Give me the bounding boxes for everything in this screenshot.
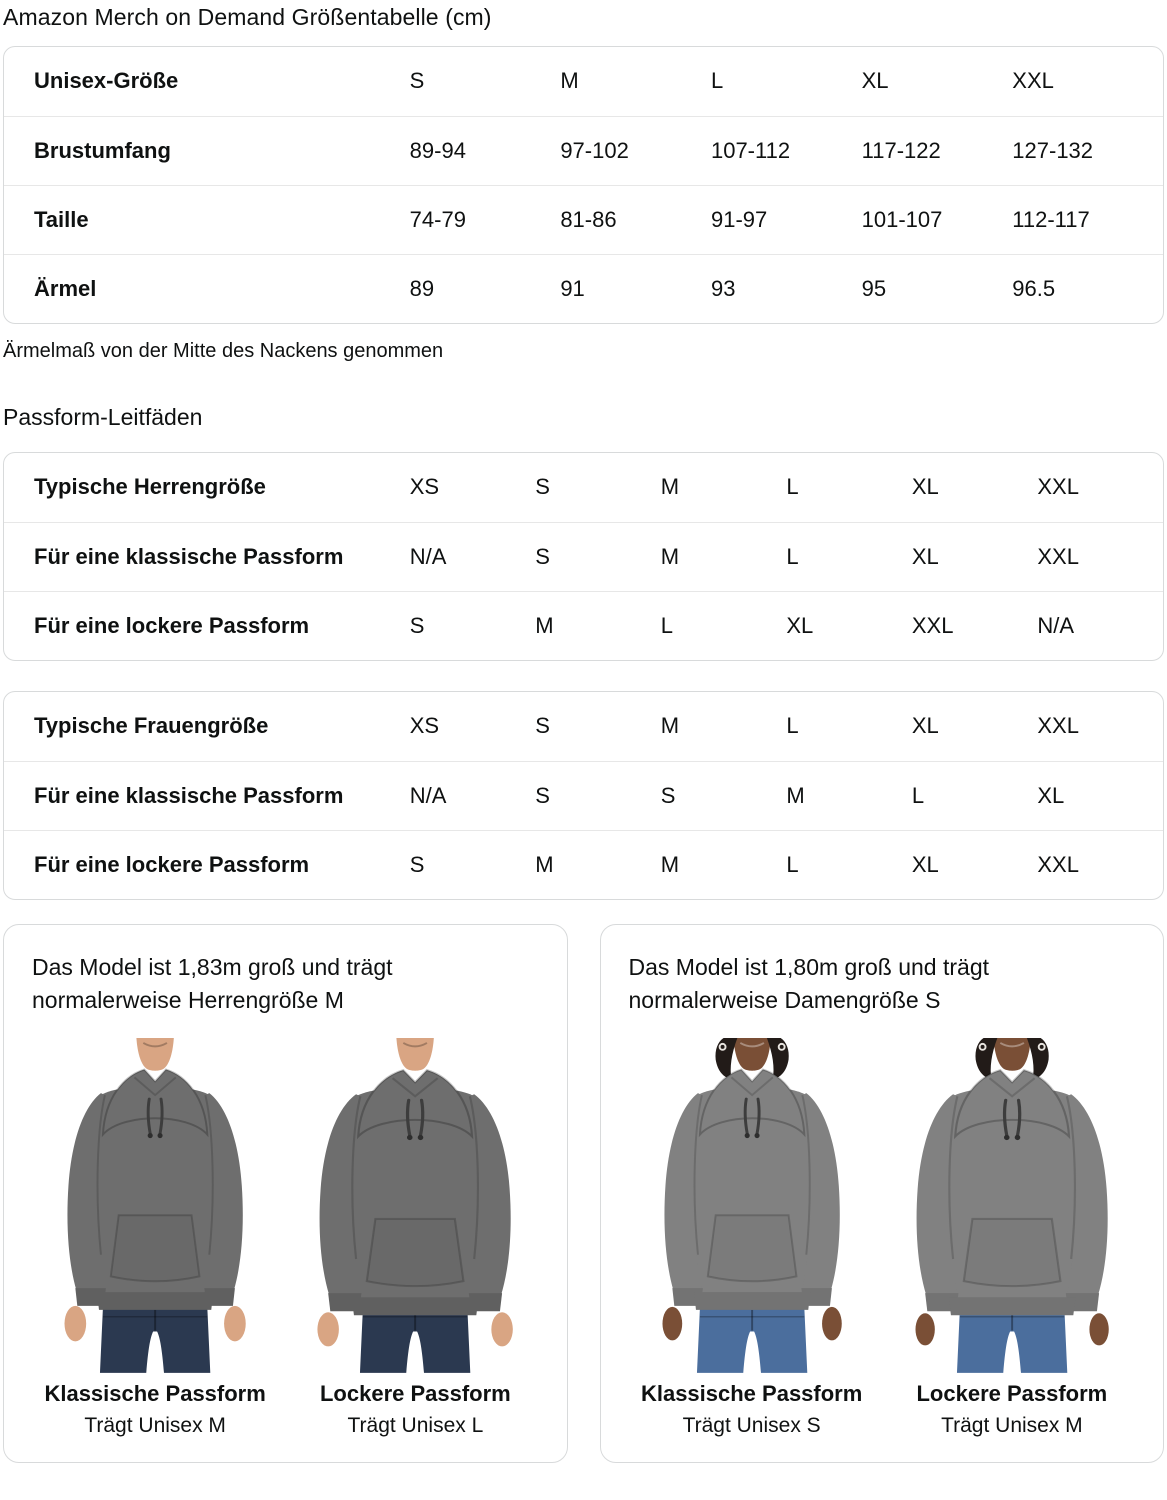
table-row bbox=[4, 254, 1163, 323]
male-loose-fit-figure bbox=[292, 1038, 538, 1438]
value-cell: 107-112 bbox=[711, 116, 862, 185]
fit-cell: N/A bbox=[410, 761, 536, 830]
fit-cell: XS bbox=[409, 713, 440, 739]
fit-cell: L bbox=[912, 761, 1038, 830]
fit-cell: XL bbox=[911, 713, 939, 739]
row-label: Typische Frauengröße bbox=[34, 713, 269, 739]
fit-caption: Lockere Passform bbox=[319, 1381, 511, 1407]
value-cell: 95 bbox=[862, 254, 1013, 323]
unisex-size-table bbox=[3, 46, 1164, 324]
fit-cell: L bbox=[786, 713, 799, 739]
table-row bbox=[4, 522, 1163, 591]
fit-cell: S bbox=[535, 474, 550, 500]
fit-cell: L bbox=[786, 522, 912, 591]
male-classic-fit-figure bbox=[32, 1038, 278, 1438]
row-label: Typische Herrengröße bbox=[34, 474, 266, 500]
size-cell: S bbox=[409, 68, 425, 94]
table-row bbox=[4, 453, 1163, 522]
fit-cell: L bbox=[786, 474, 799, 500]
fit-cell: XXL bbox=[1037, 830, 1163, 899]
garment bbox=[662, 1070, 841, 1373]
fit-cell: S bbox=[410, 830, 536, 899]
female-model-card bbox=[600, 924, 1165, 1463]
fit-size-label: Trägt Unisex M bbox=[941, 1414, 1083, 1438]
row-label: Taille bbox=[4, 185, 410, 254]
fit-cell: L bbox=[786, 830, 912, 899]
page-title: Amazon Merch on Demand Größentabelle (cm) bbox=[3, 4, 492, 30]
fit-cell: XL bbox=[911, 474, 939, 500]
fit-cell: S bbox=[661, 761, 787, 830]
fit-cell: XL bbox=[912, 522, 1038, 591]
male-classic-fit-photo bbox=[32, 1038, 278, 1373]
model-cards bbox=[3, 924, 1164, 1463]
fit-cell: M bbox=[786, 761, 912, 830]
value-cell: 81-86 bbox=[560, 185, 711, 254]
female-card-title: Das Model ist 1,80m groß und trägt normalerweise Damengröße S bbox=[628, 954, 989, 1013]
female-loose-fit-photo bbox=[889, 1038, 1135, 1373]
fit-cell: XXL bbox=[1037, 713, 1079, 739]
fit-cell: XXL bbox=[1037, 522, 1163, 591]
table-row bbox=[4, 692, 1163, 761]
male-loose-fit-photo bbox=[292, 1038, 538, 1373]
garment bbox=[65, 1070, 246, 1373]
value-cell: 117-122 bbox=[862, 116, 1013, 185]
male-model-card bbox=[3, 924, 568, 1463]
fit-cell: XS bbox=[409, 474, 440, 500]
value-cell: 93 bbox=[711, 254, 862, 323]
size-cell: L bbox=[710, 68, 724, 94]
row-label: Brustumfang bbox=[4, 116, 410, 185]
row-label: Für eine klassische Passform bbox=[4, 522, 410, 591]
female-loose-fit-figure bbox=[889, 1038, 1135, 1438]
fit-cell: M bbox=[660, 474, 680, 500]
female-classic-fit-photo bbox=[629, 1038, 875, 1373]
value-cell: 74-79 bbox=[410, 185, 561, 254]
fit-size-label: Trägt Unisex M bbox=[84, 1414, 226, 1438]
row-label: Für eine klassische Passform bbox=[4, 761, 410, 830]
fit-cell: M bbox=[535, 830, 661, 899]
value-cell: 91-97 bbox=[711, 185, 862, 254]
fit-cell: M bbox=[535, 591, 661, 660]
fit-cell: S bbox=[535, 522, 661, 591]
fit-cell: XXL bbox=[912, 591, 1038, 660]
female-classic-fit-figure bbox=[629, 1038, 875, 1438]
value-cell: 112-117 bbox=[1012, 185, 1163, 254]
table-row bbox=[4, 185, 1163, 254]
value-cell: 89 bbox=[410, 254, 561, 323]
fit-caption: Lockere Passform bbox=[916, 1381, 1108, 1407]
fit-size-label: Trägt Unisex S bbox=[682, 1414, 821, 1438]
table-row bbox=[4, 591, 1163, 660]
fit-cell: N/A bbox=[410, 522, 536, 591]
row-label: Für eine lockere Passform bbox=[4, 591, 410, 660]
size-cell: XXL bbox=[1012, 68, 1054, 94]
table-row bbox=[4, 761, 1163, 830]
fit-cell: XL bbox=[1037, 761, 1163, 830]
women-fit-table bbox=[3, 691, 1164, 900]
row-label: Für eine lockere Passform bbox=[4, 830, 410, 899]
size-cell: XL bbox=[861, 68, 889, 94]
fit-caption: Klassische Passform bbox=[44, 1381, 266, 1407]
male-card-title: Das Model ist 1,83m groß und trägt normalerweise Herrengröße M bbox=[32, 954, 393, 1013]
size-cell: M bbox=[560, 68, 579, 94]
fit-cell: S bbox=[535, 761, 661, 830]
fit-cell: XL bbox=[786, 591, 912, 660]
fit-size-label: Trägt Unisex L bbox=[347, 1414, 484, 1438]
fit-guides-heading: Passform-Leitfäden bbox=[3, 404, 203, 430]
fit-cell: S bbox=[410, 591, 536, 660]
fit-cell: XXL bbox=[1037, 474, 1079, 500]
fit-cell: N/A bbox=[1037, 591, 1163, 660]
value-cell: 97-102 bbox=[560, 116, 711, 185]
fit-caption: Klassische Passform bbox=[640, 1381, 863, 1407]
value-cell: 89-94 bbox=[410, 116, 561, 185]
table-row bbox=[4, 830, 1163, 899]
fit-cell: M bbox=[660, 713, 680, 739]
fit-cell: L bbox=[661, 591, 787, 660]
value-cell: 127-132 bbox=[1012, 116, 1163, 185]
garment bbox=[915, 1070, 1108, 1345]
value-cell: 91 bbox=[560, 254, 711, 323]
table-row bbox=[4, 116, 1163, 185]
row-label: Unisex-Größe bbox=[34, 68, 179, 94]
fit-cell: S bbox=[535, 713, 550, 739]
fit-cell: M bbox=[661, 522, 787, 591]
men-fit-table bbox=[3, 452, 1164, 661]
value-cell: 101-107 bbox=[862, 185, 1013, 254]
sleeve-measure-note: Ärmelmaß von der Mitte des Nackens genommen bbox=[3, 340, 444, 362]
row-label: Ärmel bbox=[4, 254, 410, 323]
garment bbox=[318, 1070, 513, 1346]
fit-cell: XL bbox=[912, 830, 1038, 899]
table-row bbox=[4, 47, 1163, 116]
fit-cell: M bbox=[661, 830, 787, 899]
value-cell: 96.5 bbox=[1012, 254, 1163, 323]
